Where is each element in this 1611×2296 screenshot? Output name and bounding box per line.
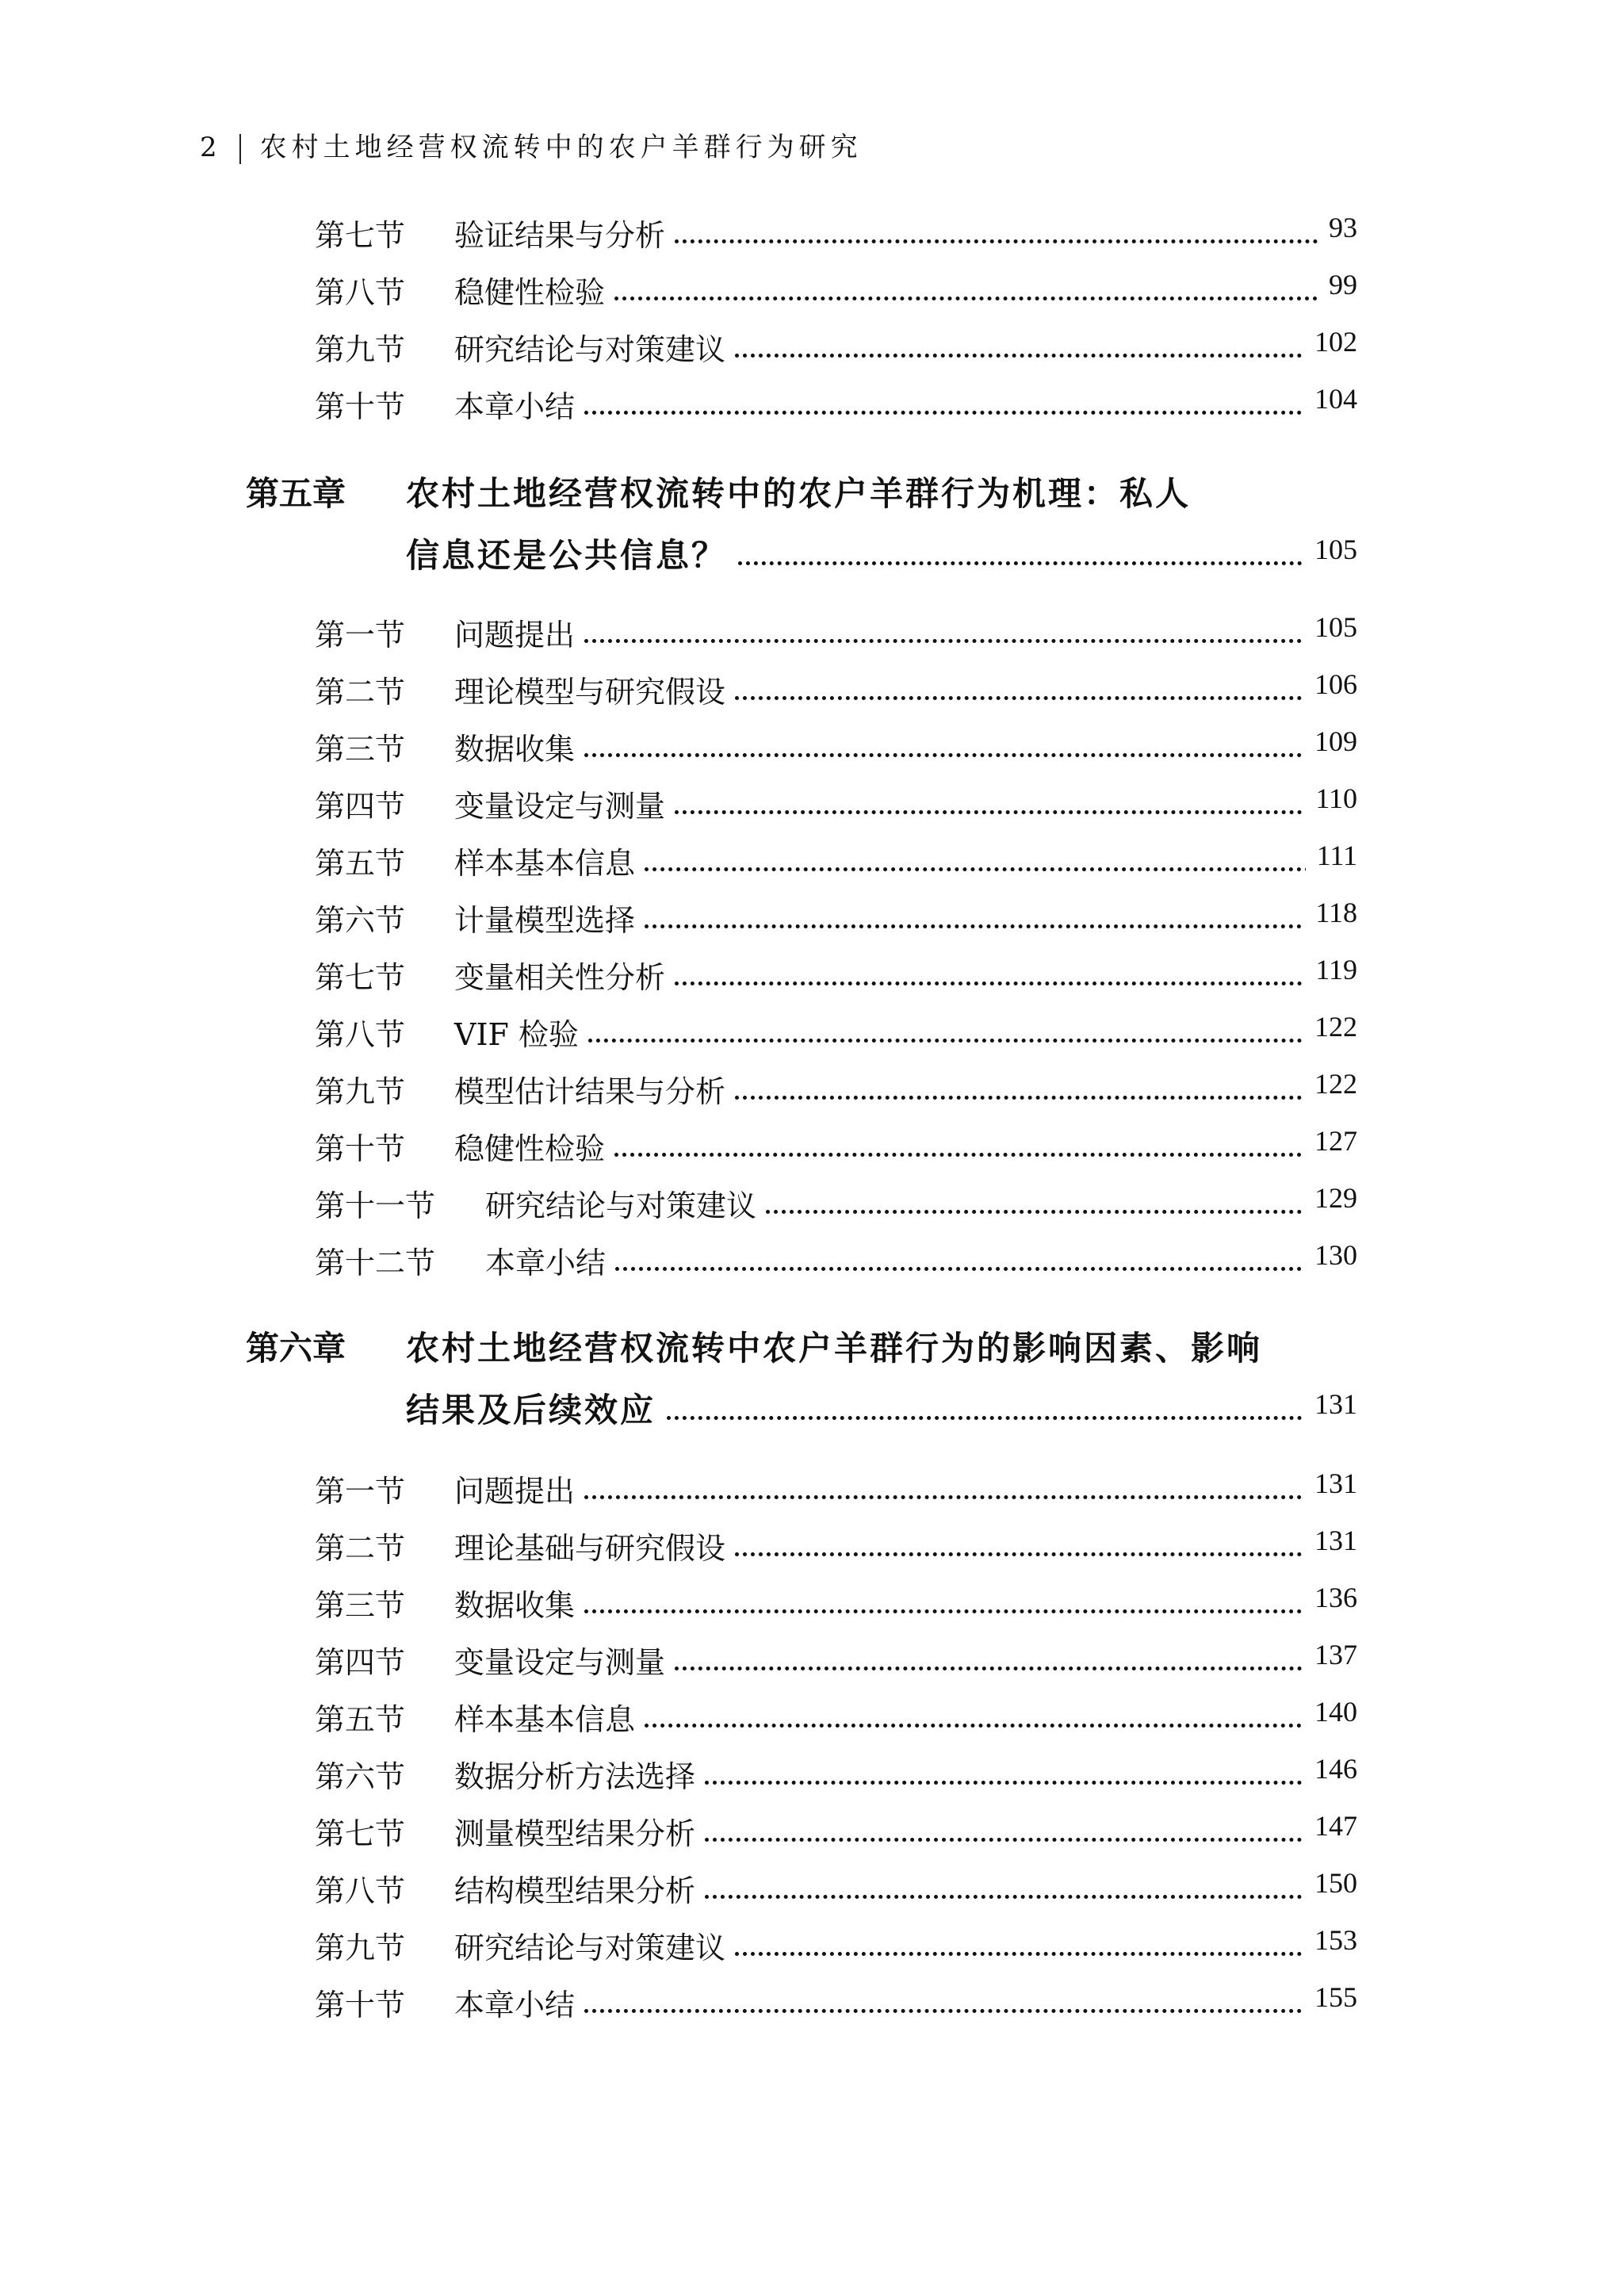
section-page: 131 — [1303, 1524, 1357, 1557]
leader-dots — [675, 810, 1357, 814]
toc-section-entry[interactable] — [0, 610, 1611, 658]
toc-section-entry[interactable] — [0, 782, 1611, 829]
section-label: 第十节 — [315, 1131, 406, 1166]
section-title: 样本基本信息 — [454, 839, 641, 882]
leader-dots — [675, 1667, 1357, 1670]
toc-section-entry[interactable] — [0, 725, 1611, 772]
toc-chapter-heading[interactable] — [0, 1322, 1611, 1370]
chapter-label: 第六章 — [246, 1329, 346, 1368]
chapter-title-line1: 农村土地经营权流转中的农户羊群行为机理：私人 — [406, 468, 1199, 515]
section-page: 147 — [1303, 1809, 1357, 1843]
leader-dots — [735, 1952, 1357, 1956]
toc-section-entry[interactable] — [0, 1581, 1611, 1628]
section-page: 110 — [1304, 782, 1357, 815]
section-title: 问题提出 — [454, 610, 581, 654]
toc-section-entry[interactable] — [0, 668, 1611, 715]
toc-section-entry[interactable] — [0, 1181, 1611, 1229]
leader-dots — [645, 924, 1357, 928]
section-title: 研究结论与对策建议 — [454, 1923, 732, 1967]
section-label: 第四节 — [315, 789, 406, 824]
section-label: 第十一节 — [315, 1188, 436, 1223]
section-title: 稳健性检验 — [454, 268, 611, 312]
section-label: 第八节 — [315, 1873, 406, 1908]
section-label: 第九节 — [315, 1074, 406, 1109]
leader-dots — [584, 753, 1357, 757]
section-label: 第八节 — [315, 275, 406, 310]
section-label: 第三节 — [315, 732, 406, 767]
toc-section-entry[interactable] — [0, 896, 1611, 943]
section-label: 第七节 — [315, 960, 406, 995]
section-title: 验证结果与分析 — [454, 211, 672, 254]
section-page: 111 — [1306, 839, 1357, 872]
section-page: 106 — [1303, 668, 1357, 701]
toc-section-entry[interactable] — [0, 1524, 1611, 1571]
section-page: 155 — [1303, 1980, 1357, 2014]
toc-section-entry[interactable] — [0, 1923, 1611, 1971]
section-label: 第一节 — [315, 618, 406, 652]
section-page: 118 — [1304, 896, 1357, 929]
section-page: 104 — [1303, 382, 1357, 415]
section-label: 第二节 — [315, 1531, 406, 1566]
toc-section-entry[interactable] — [0, 1467, 1611, 1514]
toc-section-entry[interactable] — [0, 1010, 1611, 1058]
leader-dots — [705, 1781, 1357, 1785]
section-title: 变量设定与测量 — [454, 782, 672, 825]
leader-dots — [705, 1895, 1357, 1899]
section-label: 第九节 — [315, 332, 406, 367]
section-title: 样本基本信息 — [454, 1695, 641, 1739]
leader-dots — [645, 1724, 1357, 1728]
section-page: 105 — [1303, 610, 1357, 644]
toc-section-entry[interactable] — [0, 839, 1611, 886]
chapter-title-line1: 农村土地经营权流转中农户羊群行为的影响因素、影响 — [406, 1322, 1270, 1370]
section-page: 93 — [1318, 211, 1357, 244]
leader-dots — [738, 561, 1357, 565]
section-title: 稳健性检验 — [454, 1124, 611, 1168]
leader-dots — [735, 1552, 1357, 1556]
toc-section-entry[interactable] — [0, 1238, 1611, 1286]
section-title: 计量模型选择 — [454, 896, 641, 939]
section-page: 127 — [1303, 1124, 1357, 1158]
section-page: 137 — [1303, 1638, 1357, 1671]
toc-section-entry[interactable] — [0, 953, 1611, 1001]
toc-chapter-heading[interactable] — [0, 468, 1611, 515]
section-title: 测量模型结果分析 — [454, 1809, 702, 1853]
section-page: 109 — [1303, 725, 1357, 758]
section-label: 第九节 — [315, 1931, 406, 1965]
section-page: 130 — [1303, 1238, 1357, 1272]
toc-section-entry[interactable] — [0, 1695, 1611, 1743]
toc-section-entry[interactable] — [0, 211, 1611, 258]
section-title: 变量设定与测量 — [454, 1638, 672, 1682]
section-title: 研究结论与对策建议 — [454, 325, 732, 369]
chapter-page: 105 — [1303, 533, 1357, 566]
leader-dots — [584, 1609, 1357, 1613]
toc-section-entry[interactable] — [0, 1752, 1611, 1800]
book-title: 农村土地经营权流转中的农户羊群行为研究 — [259, 132, 863, 163]
toc-section-entry[interactable] — [0, 1866, 1611, 1914]
toc-section-entry[interactable] — [0, 382, 1611, 430]
section-page: 131 — [1303, 1467, 1357, 1500]
section-title: 本章小结 — [454, 382, 581, 426]
chapter-title-line2: 信息还是公共信息？ — [406, 530, 735, 577]
leader-dots — [584, 2009, 1357, 2013]
leader-dots — [675, 239, 1357, 243]
toc-section-entry[interactable] — [0, 1124, 1611, 1172]
section-page: 150 — [1303, 1866, 1357, 1900]
leader-dots — [735, 354, 1357, 358]
section-title: 结构模型结果分析 — [454, 1866, 702, 1910]
section-label: 第十节 — [315, 1988, 406, 2022]
section-label: 第一节 — [315, 1474, 406, 1509]
section-page: 99 — [1318, 268, 1357, 301]
leader-dots — [584, 411, 1357, 415]
section-title: 变量相关性分析 — [454, 953, 672, 997]
toc-chapter-heading-cont[interactable] — [0, 530, 1611, 577]
toc-chapter-heading-cont[interactable] — [0, 1384, 1611, 1432]
section-title: 理论模型与研究假设 — [454, 668, 732, 711]
leader-dots — [735, 696, 1357, 700]
section-page: 102 — [1303, 325, 1357, 358]
section-page: 122 — [1303, 1067, 1357, 1100]
leader-dots — [588, 1039, 1357, 1043]
section-label: 第七节 — [315, 1816, 406, 1851]
chapter-label: 第五章 — [246, 474, 346, 513]
section-label: 第十节 — [315, 389, 406, 424]
leader-dots — [766, 1210, 1357, 1214]
leader-dots — [614, 297, 1357, 300]
leader-dots — [584, 639, 1357, 643]
section-title: VIF 检验 — [454, 1010, 585, 1054]
page-number: 2 — [200, 132, 222, 163]
leader-dots — [667, 1416, 1357, 1420]
section-page: 119 — [1304, 953, 1357, 986]
toc-section-entry[interactable] — [0, 1067, 1611, 1115]
section-label: 第六节 — [315, 903, 406, 938]
section-label: 第八节 — [315, 1017, 406, 1052]
toc-section-entry[interactable] — [0, 1980, 1611, 2028]
chapter-title-line2: 结果及后续效应 — [406, 1384, 664, 1432]
toc-section-entry[interactable] — [0, 1638, 1611, 1686]
leader-dots — [675, 982, 1357, 985]
section-label: 第四节 — [315, 1645, 406, 1680]
section-title: 数据收集 — [454, 725, 581, 768]
toc-section-entry[interactable] — [0, 268, 1611, 316]
section-page: 140 — [1303, 1695, 1357, 1728]
section-page: 136 — [1303, 1581, 1357, 1614]
header-divider — [239, 134, 241, 164]
section-title: 本章小结 — [485, 1238, 612, 1282]
section-title: 理论基础与研究假设 — [454, 1524, 732, 1567]
chapter-page: 131 — [1303, 1387, 1357, 1421]
section-label: 第六节 — [315, 1759, 406, 1794]
toc-section-entry[interactable] — [0, 1809, 1611, 1857]
leader-dots — [645, 867, 1357, 871]
section-page: 129 — [1303, 1181, 1357, 1215]
section-title: 数据分析方法选择 — [454, 1752, 702, 1796]
section-label: 第五节 — [315, 1702, 406, 1737]
leader-dots — [615, 1267, 1357, 1271]
section-page: 153 — [1303, 1923, 1357, 1957]
leader-dots — [705, 1838, 1357, 1842]
section-label: 第七节 — [315, 218, 406, 253]
section-page: 122 — [1303, 1010, 1357, 1043]
section-title: 模型估计结果与分析 — [454, 1067, 732, 1111]
section-label: 第五节 — [315, 846, 406, 881]
section-title: 研究结论与对策建议 — [485, 1181, 763, 1225]
section-label: 第二节 — [315, 675, 406, 710]
leader-dots — [584, 1495, 1357, 1499]
toc-section-entry[interactable] — [0, 325, 1611, 373]
section-label: 第十二节 — [315, 1246, 436, 1280]
running-header — [200, 125, 863, 164]
leader-dots — [735, 1096, 1357, 1100]
leader-dots — [614, 1153, 1357, 1157]
section-title: 本章小结 — [454, 1980, 581, 2024]
section-title: 问题提出 — [454, 1467, 581, 1510]
section-page: 146 — [1303, 1752, 1357, 1785]
section-label: 第三节 — [315, 1588, 406, 1623]
section-title: 数据收集 — [454, 1581, 581, 1624]
